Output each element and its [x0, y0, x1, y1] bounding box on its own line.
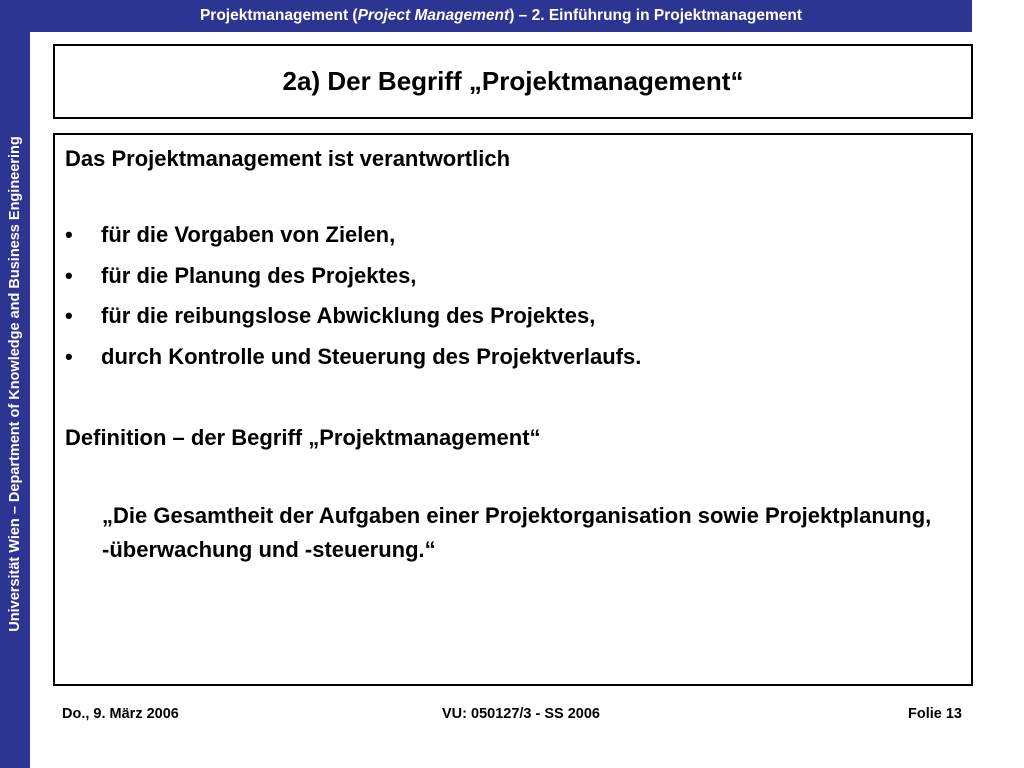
list-item	[65, 344, 641, 370]
slide-title: 2a) Der Begriff „Projektmanagement“	[282, 66, 744, 96]
slide-title-box	[53, 44, 973, 119]
bullet-icon: •	[65, 222, 73, 247]
bullet-icon: •	[65, 344, 73, 369]
sidebar-institution-text: Universität Wien – Department of Knowledge and Business Engineering	[7, 136, 23, 632]
header-text-italic: Project Management	[357, 7, 510, 24]
definition-quote: „Die Gesamtheit der Aufgaben einer Projektorganisation sowie Projektplanung, -überwachung und -steuerung.“	[102, 503, 932, 562]
sidebar-band	[0, 0, 30, 768]
list-item-text: durch Kontrolle und Steuerung des Projektverlaufs.	[101, 344, 642, 369]
bullet-icon: •	[65, 303, 73, 328]
bullet-icon: •	[65, 263, 73, 288]
footer-slide-number: Folie 13	[908, 706, 962, 722]
header-bar	[30, 0, 972, 32]
definition-heading: Definition – der Begriff „Projektmanagement“	[65, 425, 541, 450]
header-text-part2: ) – 2. Einführung in Projektmanagement	[509, 7, 803, 24]
list-item	[65, 222, 395, 248]
header-text-part1: Projektmanagement (	[199, 7, 358, 24]
footer-course: VU: 050127/3 - SS 2006	[442, 706, 600, 722]
list-item-text: für die Planung des Projektes,	[101, 263, 417, 288]
list-item	[65, 263, 416, 289]
list-item-text: für die Vorgaben von Zielen,	[101, 222, 396, 247]
list-item	[65, 303, 595, 329]
intro-text: Das Projektmanagement ist verantwortlich	[65, 146, 511, 171]
list-item-text: für die reibungslose Abwicklung des Projektes,	[101, 303, 596, 328]
footer-date: Do., 9. März 2006	[62, 706, 179, 722]
slide-content-box	[53, 133, 973, 686]
